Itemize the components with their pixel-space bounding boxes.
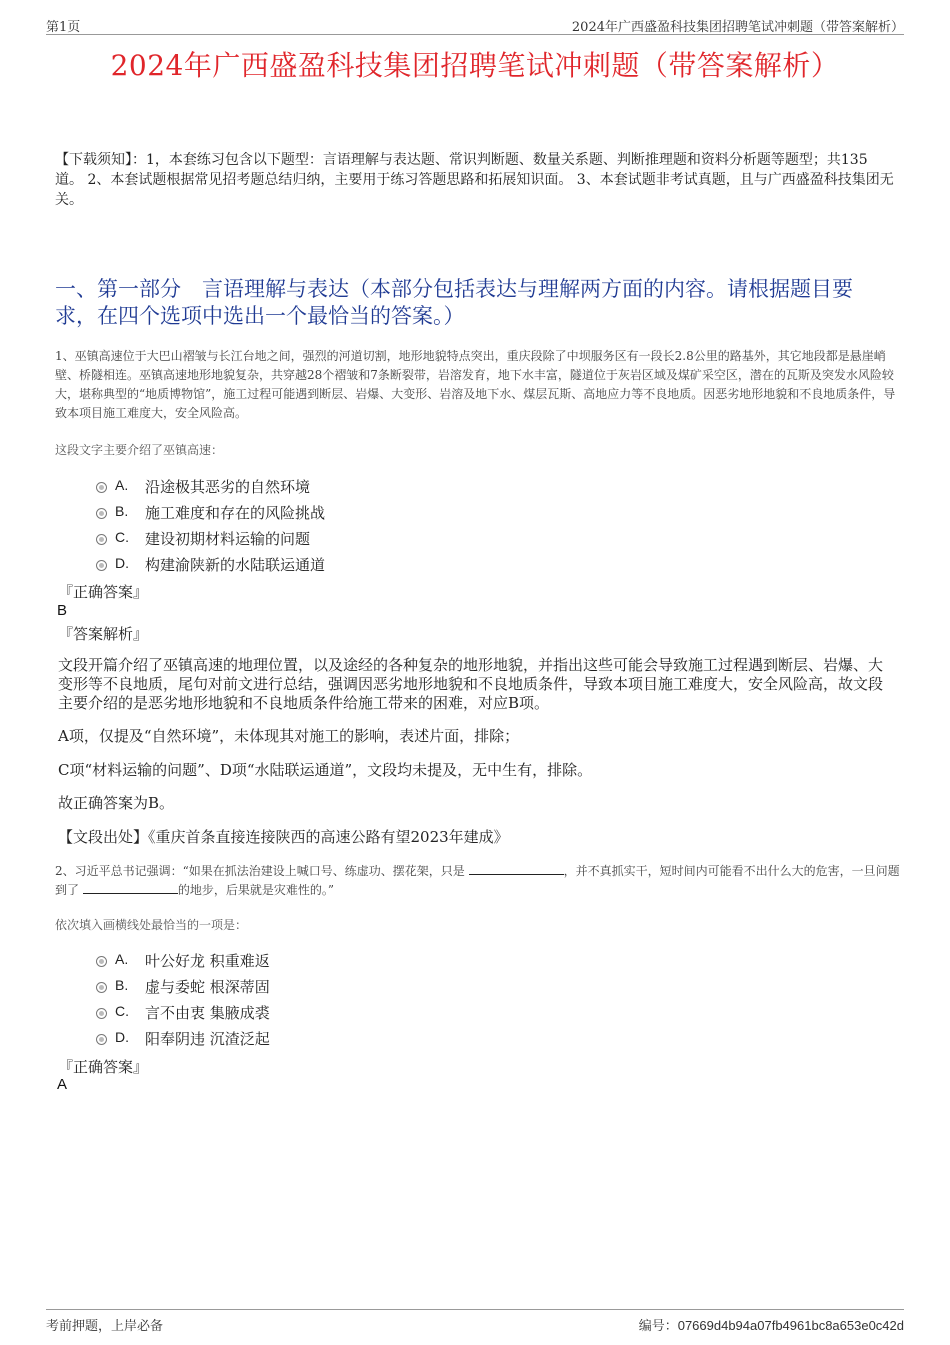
q1-option-b[interactable]: B. 施工难度和存在的风险挑战 [96, 502, 496, 528]
radio-icon[interactable] [96, 956, 107, 967]
q1-analysis-conclusion: 故正确答案为B。 [58, 794, 175, 812]
q2-answer-label: 『正确答案』 [58, 1058, 149, 1076]
radio-icon[interactable] [96, 482, 107, 493]
radio-icon[interactable] [96, 982, 107, 993]
q2-stem: 2、习近平总书记强调：“如果在抓法治建设上喊口号、练虚功、摆花架，只是 ，并不真抓实干，短时间内可能看不出什么大的危害，一旦问题到了 的地步，后果就是灾难性的。” [55, 864, 900, 897]
q1-answer: B [57, 602, 68, 619]
radio-icon[interactable] [96, 1008, 107, 1019]
radio-icon[interactable] [96, 508, 107, 519]
header-doc-title: 2024年广西盛盈科技集团招聘笔试冲刺题（带答案解析） [571, 20, 904, 35]
q1-question: 这段文字主要介绍了巫镇高速： [55, 443, 224, 457]
q2-answer: A [57, 1076, 68, 1093]
radio-icon[interactable] [96, 534, 107, 545]
fill-blank-1[interactable] [469, 862, 564, 875]
q1-answer-label: 『正确答案』 [58, 583, 149, 601]
q1-option-c[interactable]: C. 建设初期材料运输的问题 [96, 528, 496, 554]
section-heading: 一、第一部分 言语理解与表达（本部分包括表达与理解两方面的内容。请根据题目要求，在四个选项中选出一个最恰当的答案。） [55, 277, 853, 328]
q1-source: 【文段出处】《重庆首条直接连接陕西的高速公路有望2023年建成》 [58, 828, 509, 846]
q2-option-b[interactable]: B. 虚与委蛇 根深蒂固 [96, 976, 496, 1002]
q1-option-d[interactable]: D. 构建渝陕新的水陆联运通道 [96, 554, 496, 580]
q2-options [96, 950, 496, 1054]
radio-icon[interactable] [96, 560, 107, 571]
page-footer [46, 1309, 904, 1334]
q2-question: 依次填入画横线处最恰当的一项是： [55, 918, 248, 932]
document-title: 2024年广西盛盈科技集团招聘笔试冲刺题（带答案解析） [110, 49, 840, 82]
footer-code: 编号：07669d4b94a07fb4961bc8a653e0c42d [638, 1318, 904, 1334]
q1-analysis-a: A项，仅提及“自然环境”，未体现其对施工的影响，表述片面，排除； [58, 727, 520, 745]
q1-option-a[interactable]: A. 沿途极其恶劣的自然环境 [96, 476, 496, 502]
fill-blank-2[interactable] [83, 881, 178, 894]
q2-option-c[interactable]: C. 言不由衷 集腋成裘 [96, 1002, 496, 1028]
q1-analysis-label: 『答案解析』 [58, 625, 149, 643]
q1-options [96, 476, 496, 580]
download-notice: 【下载须知】：1，本套练习包含以下题型：言语理解与表达题、常识判断题、数量关系题、判断推理题和资料分析题等题型；共135道。 2、本套试题根据常见招考题总结归纳，主要用于练习答题思路和拓展知识面。 3、本套试题非考试真题，且与广西盛盈科技集团无关。 [55, 152, 894, 208]
q1-analysis-cd: C项“材料运输的问题”、D项“水陆联运通道”，文段均未提及，无中生有，排除。 [58, 761, 593, 779]
radio-icon[interactable] [96, 1034, 107, 1045]
page-number: 第1页 [46, 20, 81, 35]
q2-option-a[interactable]: A. 叶公好龙 积重难返 [96, 950, 496, 976]
q2-option-d[interactable]: D. 阳奉阴违 沉渣泛起 [96, 1028, 496, 1054]
q1-stem: 1、巫镇高速位于大巴山褶皱与长江台地之间，强烈的河道切割，地形地貌特点突出，重庆段除了中坝服务区有一段长2.8公里的路基外，其它地段都是悬崖峭壁、桥隧相连。巫镇高速地形地貌复杂，共穿越28个褶皱和7条断裂带，岩溶发育，地下水丰富，隧道位于灰岩区域及煤矿采空区，潜在的瓦斯及突发水风险较大，堪称典型的“地质博物馆”，施工过程可能遇到断层、岩爆、大变形、岩溶及地下水、煤层瓦斯、高地应力等不良地质。因恶劣地形地貌和不良地质条件，导致本项目施工难度大，安全风险高。 [55, 349, 896, 420]
footer-slogan: 考前押题，上岸必备 [46, 1319, 164, 1334]
q1-analysis-main: 文段开篇介绍了巫镇高速的地理位置，以及途经的各种复杂的地形地貌，并指出这些可能会导致施工过程遇到断层、岩爆、大变形等不良地质，尾句对前文进行总结，强调因恶劣地形地貌和不良地质条件，导致本项目施工难度大，安全风险高，故文段主要介绍的是恶劣地形地貌和不良地质条件给施工带来的困难，对应B项。 [58, 656, 884, 712]
page-header [46, 14, 904, 35]
